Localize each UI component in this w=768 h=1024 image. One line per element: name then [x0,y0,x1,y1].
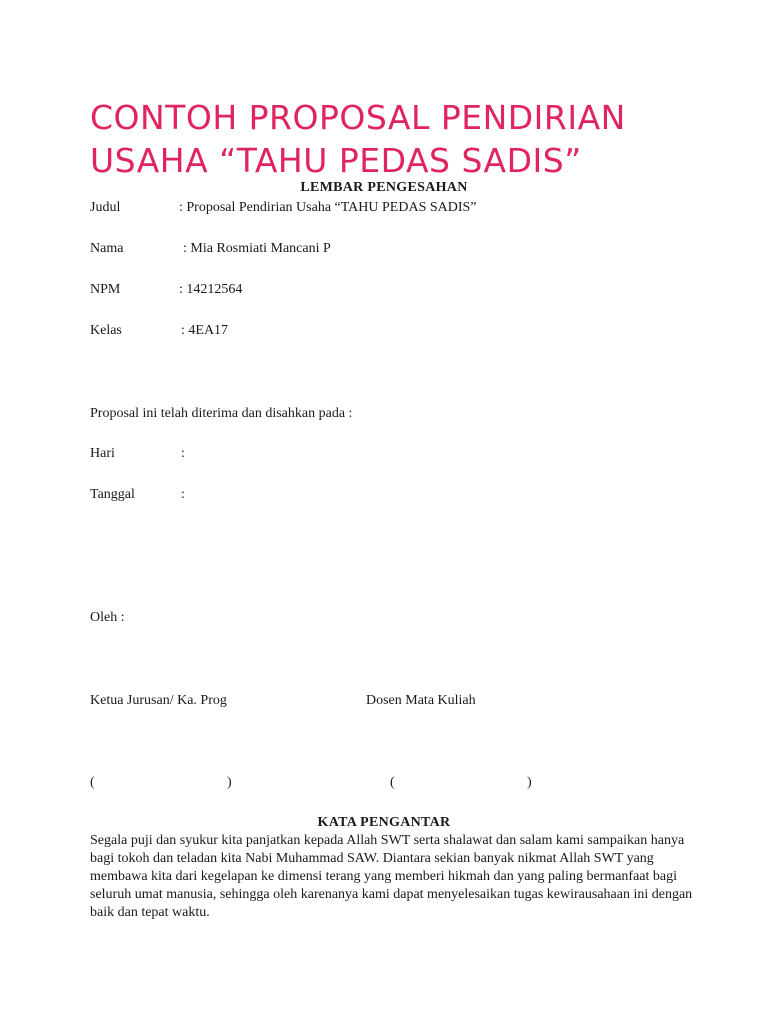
signature-right-open-paren: ( [390,775,395,790]
field-label-npm: NPM [90,282,121,297]
approval-statement: Proposal ini telah diterima dan disahkan pada : [90,406,353,421]
field-label-kelas: Kelas [90,323,122,338]
signature-left-close-paren: ) [227,775,232,790]
title-line-1: CONTOH PROPOSAL PENDIRIAN [90,98,626,137]
field-label-hari: Hari [90,446,115,461]
field-value-kelas: : 4EA17 [181,323,229,338]
field-label-nama: Nama [90,241,124,256]
field-value-npm: : 14212564 [179,282,243,297]
signatory-left: Ketua Jurusan/ Ka. Prog [90,693,227,708]
title-line-2: USAHA “TAHU PEDAS SADIS” [90,141,582,180]
field-label-tanggal: Tanggal [90,487,135,502]
approval-heading: LEMBAR PENGESAHAN [300,180,468,195]
signatory-right: Dosen Mata Kuliah [366,693,476,708]
by-label: Oleh : [90,610,125,625]
foreword-paragraph: Segala puji dan syukur kita panjatkan kepada Allah SWT serta shalawat dan salam kami sampaikan hanya bagi tokoh dan teladan kita Nabi Muhammad SAW. Diantara sekian banyak nikmat Allah SWT yang membawa kita dari kegelapan ke dimensi terang yang memberi hikmah dan yang paling bermanfaat bagi seluruh umat manusia, sehingga oleh karenanya kami dapat menyelesaikan tugas kewirausahaan ini dengan baik dan tepat waktu. [90,833,693,920]
signature-left-open-paren: ( [90,775,95,790]
document-title [90,96,710,182]
field-value-tanggal: : [181,487,185,502]
foreword-heading: KATA PENGANTAR [317,815,451,830]
field-value-judul: : Proposal Pendirian Usaha “TAHU PEDAS SADIS” [179,200,477,215]
signature-right-close-paren: ) [527,775,532,790]
field-value-hari: : [181,446,185,461]
field-label-judul: Judul [90,200,121,215]
field-value-nama: : Mia Rosmiati Mancani P [183,241,331,256]
